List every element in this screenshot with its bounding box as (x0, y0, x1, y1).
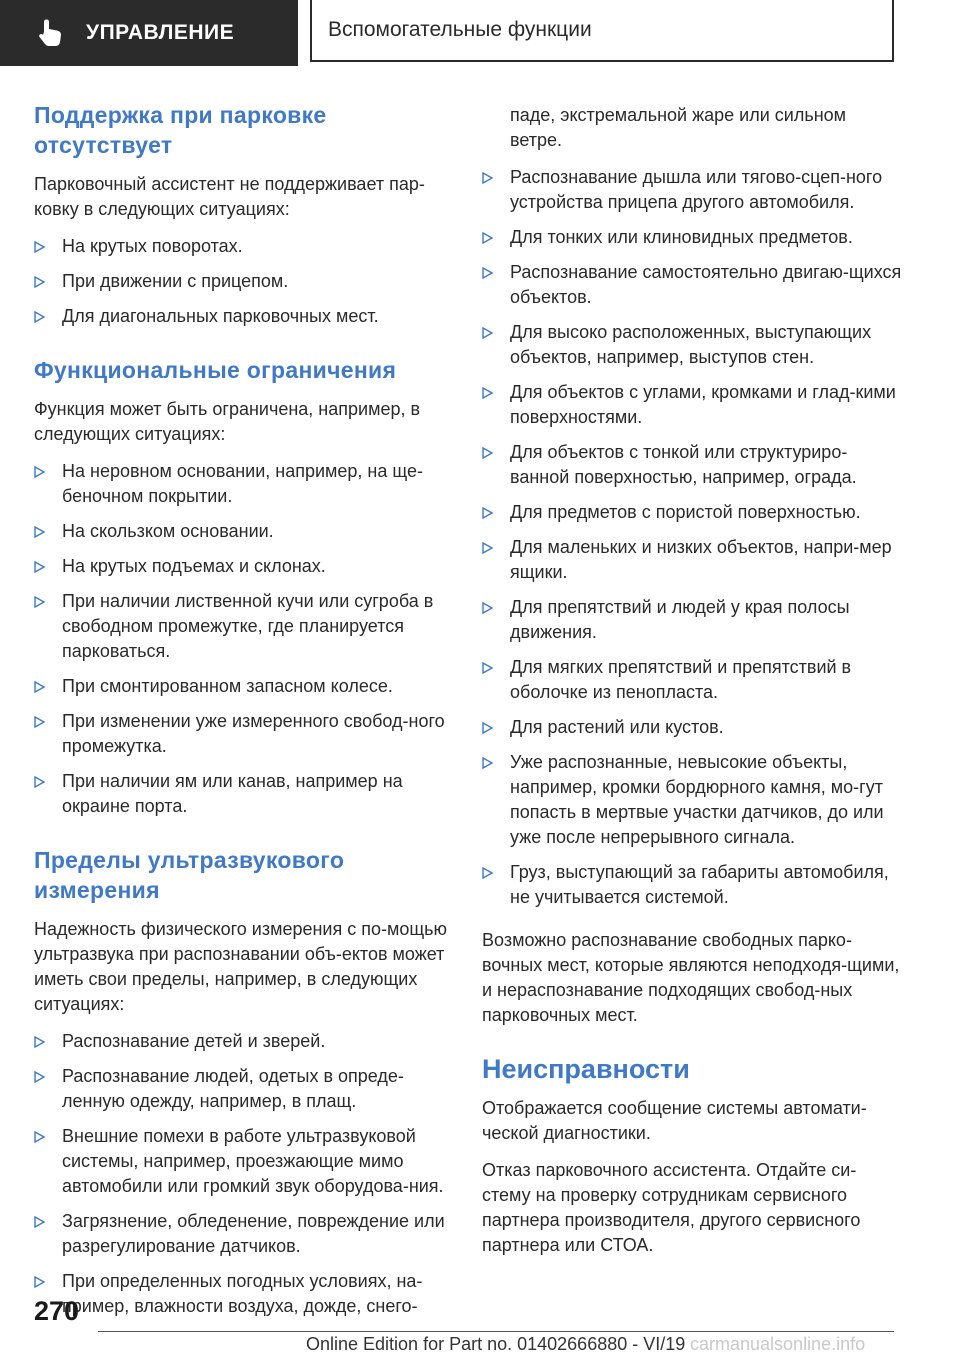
triangle-bullet-icon (34, 276, 45, 288)
bullet-list (34, 459, 454, 819)
list-item-text: Для мягких препятствий и препятствий в оболочке из пенопласта. (510, 657, 852, 702)
list-item-text: Для растений или кустов. (510, 717, 724, 737)
list-item-text: На крутых поворотах. (62, 236, 243, 256)
list-item-text: Распознавание людей, одетых в опреде-ленную одежду, например, в плащ. (62, 1066, 404, 1111)
paragraph: Отображается сообщение системы автомати-ческой диагностики. (482, 1098, 867, 1143)
list-item (482, 165, 902, 215)
paragraph: Парковочный ассистент не поддерживает пар-ковку в следующих ситуациях: (34, 174, 425, 219)
section-title: УПРАВЛЕНИЕ (86, 21, 235, 44)
heading-functional-limits: Функциональные ограничения (34, 357, 397, 383)
list-item-text: Для маленьких и низких объектов, напри-мер ящики. (510, 537, 892, 582)
list-item-text: Для тонких или клиновидных предметов. (510, 227, 853, 247)
list-item-text: Загрязнение, обледенение, повреждение или разрегулирование датчиков. (62, 1211, 445, 1256)
list-item (482, 225, 902, 250)
list-item (482, 320, 902, 370)
list-item (34, 1209, 454, 1259)
list-item (34, 674, 454, 699)
list-item (482, 750, 902, 850)
list-item-text: При наличии ям или канав, например на окраине порта. (62, 771, 403, 816)
triangle-bullet-icon (482, 232, 493, 244)
list-item-text: При смонтированном запасном колесе. (62, 676, 393, 696)
triangle-bullet-icon (34, 596, 45, 608)
list-item (34, 234, 454, 259)
triangle-bullet-icon (482, 602, 493, 614)
list-item (482, 715, 902, 740)
list-item-text: Для высоко расположенных, выступающих объектов, например, выступов стен. (510, 322, 872, 367)
list-item (34, 709, 454, 759)
list-item (482, 440, 902, 490)
list-item-text: На неровном основании, например, на ще-беночном покрытии. (62, 461, 423, 506)
list-item (482, 500, 902, 525)
list-item-text: Для предметов с пористой поверхностью. (510, 502, 861, 522)
triangle-bullet-icon (482, 757, 493, 769)
triangle-bullet-icon (34, 1131, 45, 1143)
page-number: 270 (34, 1296, 80, 1326)
list-item-text: Для препятствий и людей у края полосы движения. (510, 597, 850, 642)
heading-malfunctions: Неисправности (482, 1054, 690, 1084)
triangle-bullet-icon (34, 561, 45, 573)
triangle-bullet-icon (34, 311, 45, 323)
triangle-bullet-icon (482, 507, 493, 519)
triangle-bullet-icon (34, 466, 45, 478)
watermark-text: carmanualsonline.info (690, 1334, 866, 1354)
list-item (34, 269, 454, 294)
triangle-bullet-icon (482, 172, 493, 184)
list-item (34, 304, 454, 329)
triangle-bullet-icon (34, 776, 45, 788)
heading-parking-support-absent: Поддержка при парковке отсутствует (34, 102, 327, 158)
continued-text: паде, экстремальной жаре или сильном ветре. (510, 105, 847, 150)
list-item (482, 260, 902, 310)
topic-title: Вспомогательные функции (328, 18, 592, 41)
list-item (34, 1269, 454, 1319)
triangle-bullet-icon (34, 681, 45, 693)
paragraph: Возможно распознавание свободных парко-вочных мест, которые являются неподходя-щими, и нераспознавание подходящих свобод-ных парковочных мест. (482, 930, 900, 1025)
triangle-bullet-icon (34, 241, 45, 253)
list-item (482, 380, 902, 430)
list-item-text: Для объектов с тонкой или структуриро-ванной поверхностью, например, ограда. (510, 442, 857, 487)
list-item-text: На скользком основании. (62, 521, 274, 541)
list-item-text: Груз, выступающий за габариты автомобиля, не учитывается системой. (510, 862, 889, 907)
list-item-text: При движении с прицепом. (62, 271, 289, 291)
page-header (0, 0, 960, 66)
list-item-text: При наличии лиственной кучи или сугроба в свободном промежутке, где планируется парковаться. (62, 591, 434, 661)
list-item-text: Распознавание самостоятельно двигаю-щихся объектов. (510, 262, 902, 307)
list-item-text: При изменении уже измеренного свобод-ного промежутка. (62, 711, 445, 756)
triangle-bullet-icon (482, 867, 493, 879)
triangle-bullet-icon (482, 387, 493, 399)
list-item (34, 769, 454, 819)
triangle-bullet-icon (34, 1036, 45, 1048)
triangle-bullet-icon (482, 722, 493, 734)
list-item (34, 519, 454, 544)
heading-ultrasonic-limits: Пределы ультразвукового измерения (34, 847, 345, 903)
list-item (482, 655, 902, 705)
list-item (34, 459, 454, 509)
triangle-bullet-icon (482, 327, 493, 339)
list-item-text: На крутых подъемах и склонах. (62, 556, 326, 576)
section-tab (0, 0, 298, 66)
triangle-bullet-icon (34, 1276, 45, 1288)
triangle-bullet-icon (482, 267, 493, 279)
triangle-bullet-icon (34, 716, 45, 728)
list-item (482, 595, 902, 645)
list-item-text: Для объектов с углами, кромками и глад-кими поверхностями. (510, 382, 896, 427)
paragraph: Отказ парковочного ассистента. Отдайте си-стему на проверку сотрудникам сервисного партнера производителя, другого сервисного партнера или СТОА. (482, 1160, 861, 1255)
right-column (482, 103, 902, 1270)
triangle-bullet-icon (482, 447, 493, 459)
list-item (482, 860, 902, 910)
edition-text: Online Edition for Part no. 01402666880 - VI/19 (306, 1334, 686, 1354)
paragraph: Надежность физического измерения с по-мощью ультразвука при распознавании объ-ектов может иметь свои пределы, например, в следующих ситуациях: (34, 919, 448, 1014)
list-item-text: Распознавание детей и зверей. (62, 1031, 326, 1051)
list-item (34, 1029, 454, 1054)
bullet-list (34, 1029, 454, 1319)
topic-box (310, 0, 894, 62)
list-item (34, 589, 454, 664)
bullet-list (482, 165, 902, 910)
list-item (34, 1124, 454, 1199)
left-column (34, 100, 454, 1337)
list-item-text: Для диагональных парковочных мест. (62, 306, 379, 326)
list-item-text: При определенных погодных условиях, на-пример, влажности воздуха, дожде, снего- (62, 1271, 423, 1316)
hand-pointer-icon (36, 18, 66, 48)
triangle-bullet-icon (482, 662, 493, 674)
bullet-list (34, 234, 454, 329)
list-item (34, 1064, 454, 1114)
footer-divider (98, 1331, 894, 1332)
triangle-bullet-icon (34, 1216, 45, 1228)
triangle-bullet-icon (34, 526, 45, 538)
list-item (34, 554, 454, 579)
list-item-text: Внешние помехи в работе ультразвуковой системы, например, проезжающие мимо автомобили или громкий звук оборудова-ния. (62, 1126, 444, 1196)
paragraph: Функция может быть ограничена, например, в следующих ситуациях: (34, 399, 421, 444)
list-item (482, 535, 902, 585)
list-item-text: Распознавание дышла или тягово-сцеп-ного устройства прицепа другого автомобиля. (510, 167, 883, 212)
triangle-bullet-icon (34, 1071, 45, 1083)
list-item-text: Уже распознанные, невысокие объекты, например, кромки бордюрного камня, мо-гут попасть в мертвые участки датчиков, до или уже после непрерывного сигнала. (510, 752, 884, 847)
triangle-bullet-icon (482, 542, 493, 554)
